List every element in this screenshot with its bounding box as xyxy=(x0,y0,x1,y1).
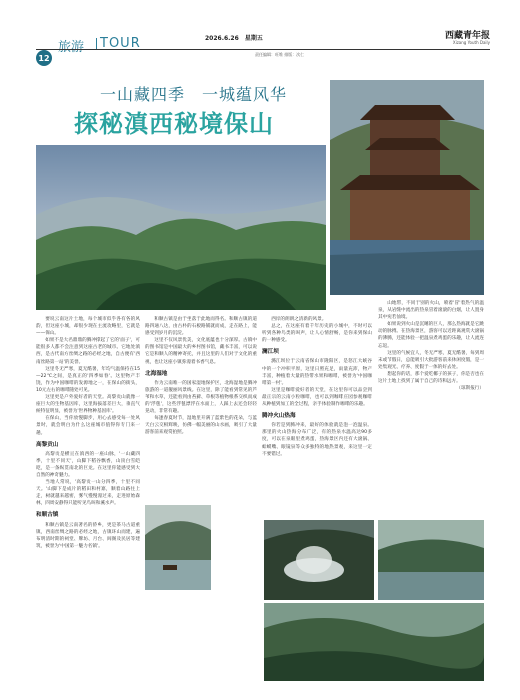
article-signature: （琼斯报行） xyxy=(456,386,484,392)
paragraph: 想起你的话，那个爱吃椰子的孩子，你是否也在这片土地上找到了属于自己的诗和远方。 xyxy=(378,371,484,385)
section-name: 旅游 xyxy=(58,40,85,55)
river-valley-photo xyxy=(264,603,484,681)
paragraph: 这里更是户外爱好者的天堂。高黎贡山就像一座巨大的生物基因库，这里海拔落差巨大，垂直气候特征明显，被誉为'世界物种基因库'。 xyxy=(36,395,140,415)
paragraph: 作为云南唯一的国家湿地保护区，北海湿地是腾冲旅游的一道靓丽风景线。在这里，除了能看到常见的芦苇和水草，还能看到由苔藓、草根等植物根系交织而成的'浮毯'，这些浮毯漂浮在水面上，人踩上去还会轻轻晃动，非常有趣。 xyxy=(145,380,257,415)
paragraph: 在保山，当你放慢脚步，用心去感受每一处风景时，就会明白为什么这座城市值得你专门来一趟。 xyxy=(36,416,140,436)
article-title: 探秘滇西秘境保山 xyxy=(74,109,274,138)
section-name-en: TOUR xyxy=(100,36,141,51)
paragraph: 山地带，不同于别的火山，喷着'冒'着热气的温泉，从岩缝中流出的热泉冒着滚滚的白烟，让人置身其中宛若仙境。 xyxy=(378,301,484,321)
text-column-2b xyxy=(145,594,257,686)
paragraph: 这里是咖啡爱好者的天堂，在这里你可以品尝到最正宗的云南小粒咖啡，也可以到咖啡庄园参观咖啡从种植到加工的全过程，亲手体验制作咖啡的乐趣。 xyxy=(262,387,372,408)
mountain-boat-photo xyxy=(145,505,211,590)
issue-date: 2026.6.26 星期五 xyxy=(205,35,263,42)
paragraph: 总之，在这座有着千年历史的小城中，不时可以听到各种鸟类的叫声，让人心情舒畅，是你来到保山的一种感受。 xyxy=(262,324,372,344)
paragraph: 西岸的朗朗之清新的风景。 xyxy=(271,317,327,322)
hot-spring-photo xyxy=(264,520,374,600)
header-rule xyxy=(36,49,490,50)
paper-subtitle: Xizang Youth Daily xyxy=(452,40,490,45)
paragraph: 高黎贡是横亘在滇西的一座山脉，'一山藏四季，十里不同天'，山脚下稻谷飘香，山顶白雪皑皑，是一条纵贯南北的巨龙。在这里你能感受到大自然的神奇魅力。 xyxy=(36,451,140,478)
text-column-2 xyxy=(145,316,257,502)
paragraph: 要说云南这片土地，每个城市似乎各有各的风韵，但这座小城，却很少现在主流攻略里，它就是——保山。 xyxy=(36,317,140,337)
paragraph: 如果不是大名鼎鼎的腾冲撑起了它的'面子'，可能很多人都不会注意到这座古老的城市。它地处滇西，是古代南方丝绸之路的必经之地，自古便有'西南丝路第一站'的美誉。 xyxy=(36,338,140,365)
paragraph: 每逢春夏时节，湿地里开满了蓝紫色的花朵，与蓝天白云交相辉映，仿佛一幅美丽的山水画，吸引了大量游客前来观赏拍照。 xyxy=(145,416,257,436)
paragraph: 和顺古镇是由于坐落于此地而得名。和顺古镇的道路四通八达，由古朴的石板路铺就而成，走在路上，能感受到岁月的沉淀。 xyxy=(145,317,257,337)
section-heading: 和顺古镇 xyxy=(36,512,59,519)
lake-forest-photo xyxy=(378,520,484,600)
paragraph: 你若是到腾冲来，最好的体验就是泡一泡温泉。那里的火山热海分布广泛，有的热泉水温高达90多度，可以在泉眼里煮鸡蛋，热海景区内还有大滚锅、蛤蟆嘴、眼镜泉等众多独特的地热景观，来这里一定不要错过。 xyxy=(262,423,372,457)
mountain-valley-photo xyxy=(36,145,326,310)
text-column-1 xyxy=(36,316,140,686)
section-heading: 高黎贡山 xyxy=(36,441,59,448)
paragraph: 当地人常说，'高黎贡一山分四季，十里不同天。'山脚下是成片的稻田和村寨，顺着山路往上走，树就越来越密，雾气慢慢漫过来，走进原始森林，四周安静得只能听见鸟叫和溪水声。 xyxy=(36,480,140,507)
paragraph: 这里的气候宜人，冬无严寒，夏无酷暑，每到周末或节假日，总能吸引大批游客前来休闲度假，是一处集观光、疗养、度假于一体的好去处。 xyxy=(378,350,484,370)
paragraph: 这里不仅风景优美，文化底蕴也十分深厚。古镇中的图书馆是中国最大的乡村图书馆，藏书丰富，可以说它是和顺人的精神寄托，并且这里的人们对于文化的重视，也让这座小镇弥漫着书香气息。 xyxy=(145,338,257,365)
page-number: 12 xyxy=(36,50,52,66)
article-subtitle: 一山藏四季 一城蕴风华 xyxy=(100,85,288,104)
section-heading: 澜江坝 xyxy=(262,349,279,356)
paragraph: 潞江坝位于云南省保山市隆阳区，是怒江大峡谷中的一个冲积平原，这里日照充足，雨量充沛，物产丰富，种植着大量的热带水果和咖啡，被誉为'中国咖啡第一村'。 xyxy=(262,359,372,386)
text-column-4 xyxy=(378,300,484,515)
paragraph: 和顺古镇是云南著名的侨乡，更是茶马古道重镇，西南丝绸之路的必经之地，古镇环山而建，遍布明清时期的祠堂、牌坊、月台、闾阁及民居等建筑，被誉为'中国第一魅力名镇'。 xyxy=(36,522,140,549)
editors-line: 责任编辑：旺堆 排版：次仁 xyxy=(255,52,305,57)
section-heading: 北海湿地 xyxy=(145,370,168,377)
paragraph: 如果说到火山是沉睡的巨人，那么热海就是它跳动的脉搏。在热海景区，游客可以近距离观赏大滚锅的沸腾，还能体验一把温泉煮鸡蛋的乐趣，让人流连忘返。 xyxy=(378,322,484,349)
paragraph: 这里冬无严寒，夏无酷暑，年均气温保持在15—22℃之间，是真正的'四季如春'。这里物产丰饶，作为中国咖啡的发源地之一，在保山的街头，10元左右的咖啡随处可见。 xyxy=(36,366,140,393)
paper-name: 西藏青年报 xyxy=(444,31,490,41)
text-column-3 xyxy=(262,316,372,516)
ancient-town-photo xyxy=(330,80,484,295)
section-heading: 腾冲火山热海 xyxy=(262,413,296,420)
